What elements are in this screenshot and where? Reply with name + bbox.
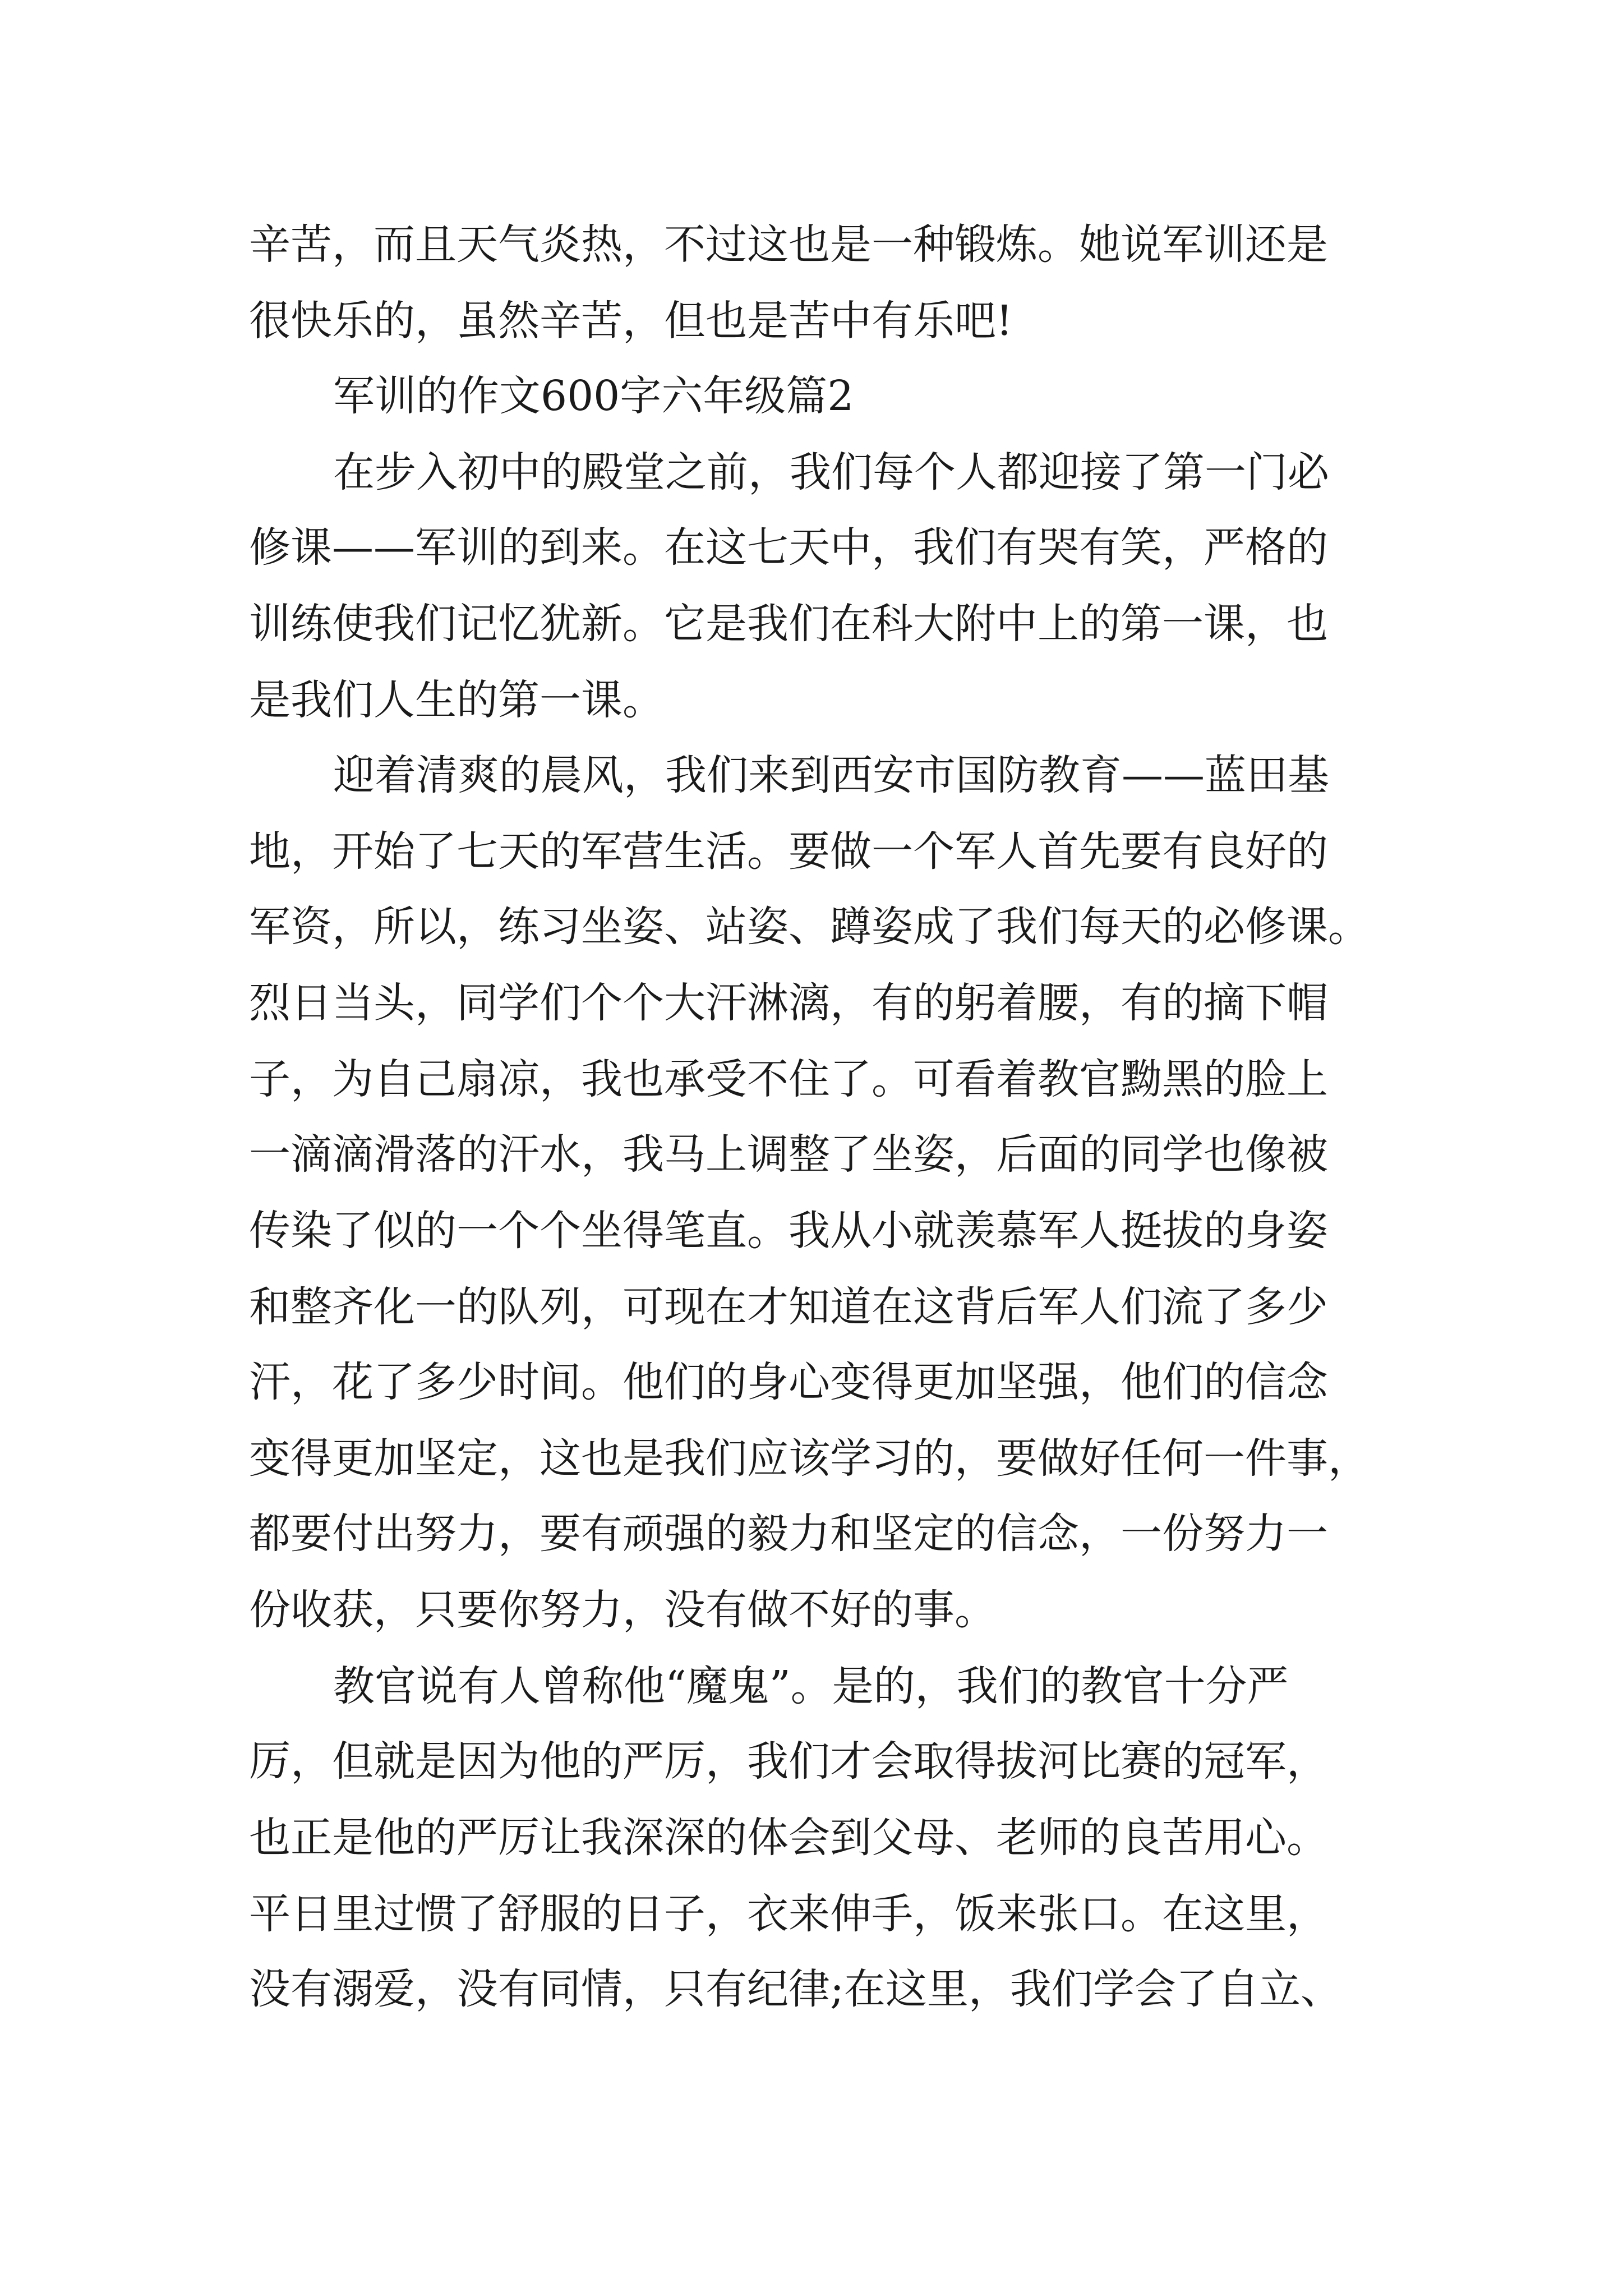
text-line: 辛苦，而且天气炎热，不过这也是一种锻炼。她说军训还是 — [249, 220, 1328, 269]
text-line: 很快乐的，虽然辛苦，但也是苦中有乐吧! — [249, 297, 1013, 345]
text-line: 份收获，只要你努力，没有做不好的事。 — [249, 1586, 996, 1634]
section-heading: 军训的作文600字六年级篇2 — [333, 372, 854, 420]
text-line: 变得更加坚定，这也是我们应该学习的，要做好任何一件事， — [249, 1434, 1370, 1483]
text-line: 都要付出努力，要有顽强的毅力和坚定的信念，一份努力一 — [249, 1510, 1328, 1558]
text-line: 地，开始了七天的军营生活。要做一个军人首先要有良好的 — [249, 827, 1328, 876]
text-line: 传染了似的一个个坐得笔直。我从小就羡慕军人挺拔的身姿 — [249, 1207, 1328, 1255]
text-line: 修课——军训的到来。在这七天中，我们有哭有笑，严格的 — [249, 523, 1328, 572]
text-line: 也正是他的严厉让我深深的体会到父母、老师的良苦用心。 — [249, 1814, 1328, 1862]
text-line: 一滴滴滑落的汗水，我马上调整了坐姿，后面的同学也像被 — [249, 1130, 1328, 1179]
text-line: 汗，花了多少时间。他们的身心变得更加坚强，他们的信念 — [249, 1358, 1328, 1406]
text-line: 训练使我们记忆犹新。它是我们在科大附中上的第一课，也 — [249, 600, 1328, 648]
text-line: 烈日当头，同学们个个大汗淋漓，有的躬着腰，有的摘下帽 — [249, 979, 1328, 1027]
text-line: 是我们人生的第一课。 — [249, 676, 664, 724]
text-line: 平日里过惯了舒服的日子，衣来伸手，饭来张口。在这里， — [249, 1890, 1328, 1938]
text-line: 军资，所以，练习坐姿、站姿、蹲姿成了我们每天的必修课。 — [249, 903, 1370, 951]
text-line: 子，为自己扇凉，我也承受不住了。可看着教官黝黑的脸上 — [249, 1055, 1328, 1103]
text-line: 没有溺爱，没有同情，只有纪律;在这里，我们学会了自立、 — [249, 1965, 1342, 2013]
text-line: 厉，但就是因为他的严厉，我们才会取得拔河比赛的冠军， — [249, 1737, 1328, 1786]
paragraph-first-line: 迎着清爽的晨风，我们来到西安市国防教育——蓝田基 — [333, 751, 1329, 799]
text-line: 和整齐化一的队列，可现在才知道在这背后军人们流了多少 — [249, 1283, 1328, 1331]
paragraph-first-line: 教官说有人曾称他“魔鬼”。是的，我们的教官十分严 — [333, 1662, 1289, 1710]
paragraph-first-line: 在步入初中的殿堂之前，我们每个人都迎接了第一门必 — [333, 448, 1329, 496]
